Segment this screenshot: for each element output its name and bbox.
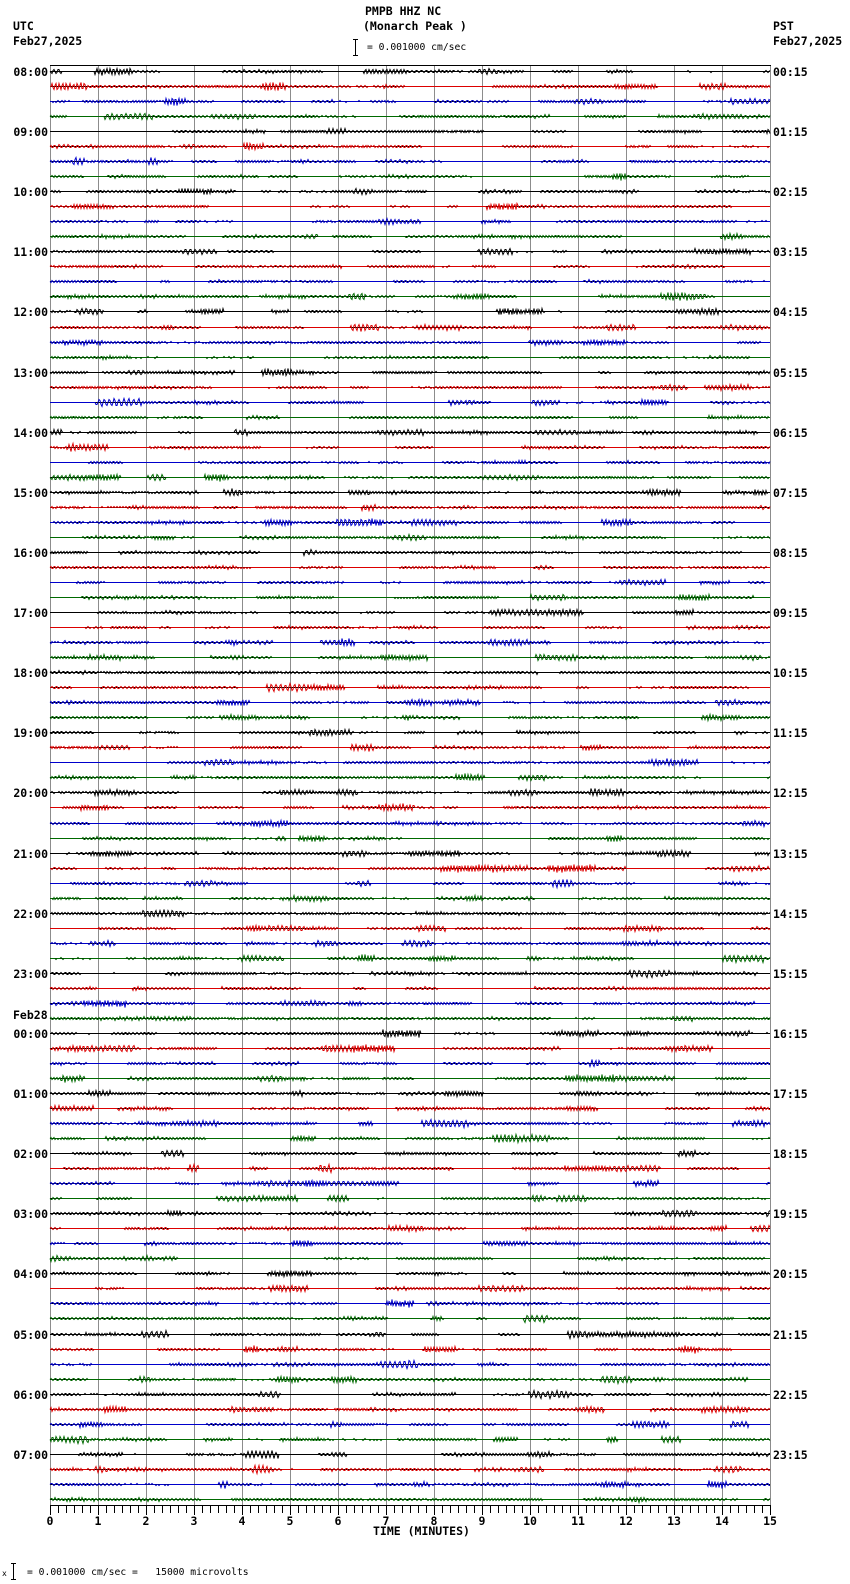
pst-hour-label: 20:15	[773, 1267, 808, 1281]
time-tick-label: 9	[478, 1514, 486, 1528]
utc-hour-label: 13:00	[13, 366, 48, 380]
utc-hour-label: 22:00	[13, 907, 48, 921]
pst-hour-label: 10:15	[773, 666, 808, 680]
pst-hour-label: 04:15	[773, 305, 808, 319]
seismic-trace	[50, 1391, 770, 1399]
utc-hour-label: 11:00	[13, 245, 48, 259]
seismic-trace	[50, 325, 770, 332]
right-timezone: PST	[773, 19, 794, 33]
seismic-trace	[50, 880, 770, 888]
utc-hour-label: 21:00	[13, 847, 48, 861]
seismic-trace	[50, 234, 770, 240]
utc-hour-label: 18:00	[13, 666, 48, 680]
seismic-trace	[50, 1286, 770, 1292]
seismic-trace	[50, 356, 770, 360]
seismic-trace	[50, 385, 770, 391]
utc-hour-label: 00:00	[13, 1027, 48, 1041]
seismic-trace	[50, 730, 770, 736]
pst-hour-label: 16:15	[773, 1027, 808, 1041]
footer-scale-text: = 0.001000 cm/sec = 15000 microvolts	[27, 1567, 249, 1578]
utc-hour-label: 01:00	[13, 1087, 48, 1101]
seismic-trace	[50, 129, 770, 134]
seismic-trace	[50, 1300, 770, 1308]
time-tick-label: 0	[46, 1514, 54, 1528]
pst-hour-label: 23:15	[773, 1448, 808, 1462]
pst-hour-label: 18:15	[773, 1147, 808, 1161]
utc-hour-label: 05:00	[13, 1328, 48, 1342]
seismic-trace	[50, 626, 770, 630]
utc-hour-label: 04:00	[13, 1267, 48, 1281]
time-tick-label: 14	[715, 1514, 729, 1528]
seismic-trace	[50, 896, 770, 902]
utc-hour-label: 15:00	[13, 486, 48, 500]
seismic-trace	[50, 759, 770, 766]
time-tick-label: 5	[286, 1514, 294, 1528]
time-tick-label: 13	[667, 1514, 681, 1528]
seismic-trace	[50, 851, 770, 857]
pst-hour-label: 15:15	[773, 967, 808, 981]
utc-hour-label: 12:00	[13, 305, 48, 319]
pst-hour-label: 13:15	[773, 847, 808, 861]
time-tick-label: 10	[523, 1514, 537, 1528]
seismic-trace	[50, 69, 770, 76]
time-tick-label: 15	[763, 1514, 777, 1528]
seismic-trace	[50, 789, 770, 796]
seismic-trace	[50, 1091, 770, 1097]
seismic-trace	[50, 1030, 770, 1038]
time-tick-label: 6	[334, 1514, 342, 1528]
seismic-trace	[50, 219, 770, 225]
seismic-trace	[50, 309, 770, 315]
pst-hour-label: 05:15	[773, 366, 808, 380]
seismic-trace	[50, 1256, 770, 1262]
utc-hour-label: 19:00	[13, 726, 48, 740]
utc-hour-label: 20:00	[13, 786, 48, 800]
pst-hour-label: 19:15	[773, 1207, 808, 1221]
station-location: (Monarch Peak )	[363, 19, 467, 33]
pst-hour-label: 22:15	[773, 1388, 808, 1402]
left-date: Feb27,2025	[13, 34, 83, 48]
date-change-label: Feb28	[13, 1008, 48, 1022]
pst-hour-label: 11:15	[773, 726, 808, 740]
time-tick-label: 3	[190, 1514, 198, 1528]
seismic-trace	[50, 1120, 770, 1128]
pst-hour-label: 09:15	[773, 606, 808, 620]
utc-hour-label: 08:00	[13, 65, 48, 79]
utc-hour-label: 06:00	[13, 1388, 48, 1402]
utc-hour-label: 14:00	[13, 426, 48, 440]
right-date: Feb27,2025	[773, 34, 843, 48]
pst-hour-label: 21:15	[773, 1328, 808, 1342]
footer-marker: x	[2, 1569, 7, 1578]
seismic-trace	[50, 189, 770, 195]
pst-hour-label: 08:15	[773, 546, 808, 560]
utc-hour-label: 10:00	[13, 185, 48, 199]
seismic-trace	[50, 99, 770, 106]
seismic-trace	[50, 114, 770, 120]
seismic-trace	[50, 1211, 770, 1217]
time-tick-label: 12	[619, 1514, 633, 1528]
footer-scale-bar-icon	[11, 1563, 16, 1580]
pst-hour-label: 01:15	[773, 125, 808, 139]
time-tick-label: 1	[94, 1514, 102, 1528]
seismic-trace	[50, 461, 770, 464]
utc-hour-label: 02:00	[13, 1147, 48, 1161]
seismic-trace	[50, 1451, 770, 1459]
seismic-trace	[50, 369, 770, 376]
seismic-trace	[50, 1181, 770, 1187]
seismic-trace	[50, 1331, 770, 1339]
pst-hour-label: 17:15	[773, 1087, 808, 1101]
seismic-trace	[50, 1075, 770, 1083]
utc-hour-label: 16:00	[13, 546, 48, 560]
x-axis-title: TIME (MINUTES)	[373, 1524, 470, 1538]
seismic-trace	[50, 865, 770, 873]
seismic-trace	[50, 1196, 770, 1202]
pst-hour-label: 00:15	[773, 65, 808, 79]
utc-hour-label: 09:00	[13, 125, 48, 139]
time-tick-label: 11	[571, 1514, 585, 1528]
left-timezone: UTC	[13, 19, 34, 33]
seismic-trace	[50, 1241, 770, 1247]
utc-hour-label: 07:00	[13, 1448, 48, 1462]
time-tick-label: 7	[382, 1514, 390, 1528]
time-tick-label: 8	[430, 1514, 438, 1528]
pst-hour-label: 14:15	[773, 907, 808, 921]
pst-hour-label: 07:15	[773, 486, 808, 500]
pst-hour-label: 12:15	[773, 786, 808, 800]
seismic-trace	[50, 519, 770, 526]
seismic-trace	[50, 821, 770, 827]
time-tick-label: 4	[238, 1514, 246, 1528]
seismic-trace	[50, 745, 770, 752]
seismic-trace	[50, 204, 770, 210]
utc-hour-label: 23:00	[13, 967, 48, 981]
pst-hour-label: 03:15	[773, 245, 808, 259]
seismic-trace	[50, 444, 770, 452]
station-title: PMPB HHZ NC	[365, 4, 442, 18]
pst-hour-label: 06:15	[773, 426, 808, 440]
seismic-trace	[50, 1106, 770, 1112]
amplitude-scale-text: = 0.001000 cm/sec	[367, 42, 467, 53]
time-tick-label: 2	[142, 1514, 150, 1528]
seismic-trace	[50, 580, 770, 586]
utc-hour-label: 17:00	[13, 606, 48, 620]
pst-hour-label: 02:15	[773, 185, 808, 199]
utc-hour-label: 03:00	[13, 1207, 48, 1221]
seismic-trace	[50, 1151, 770, 1157]
